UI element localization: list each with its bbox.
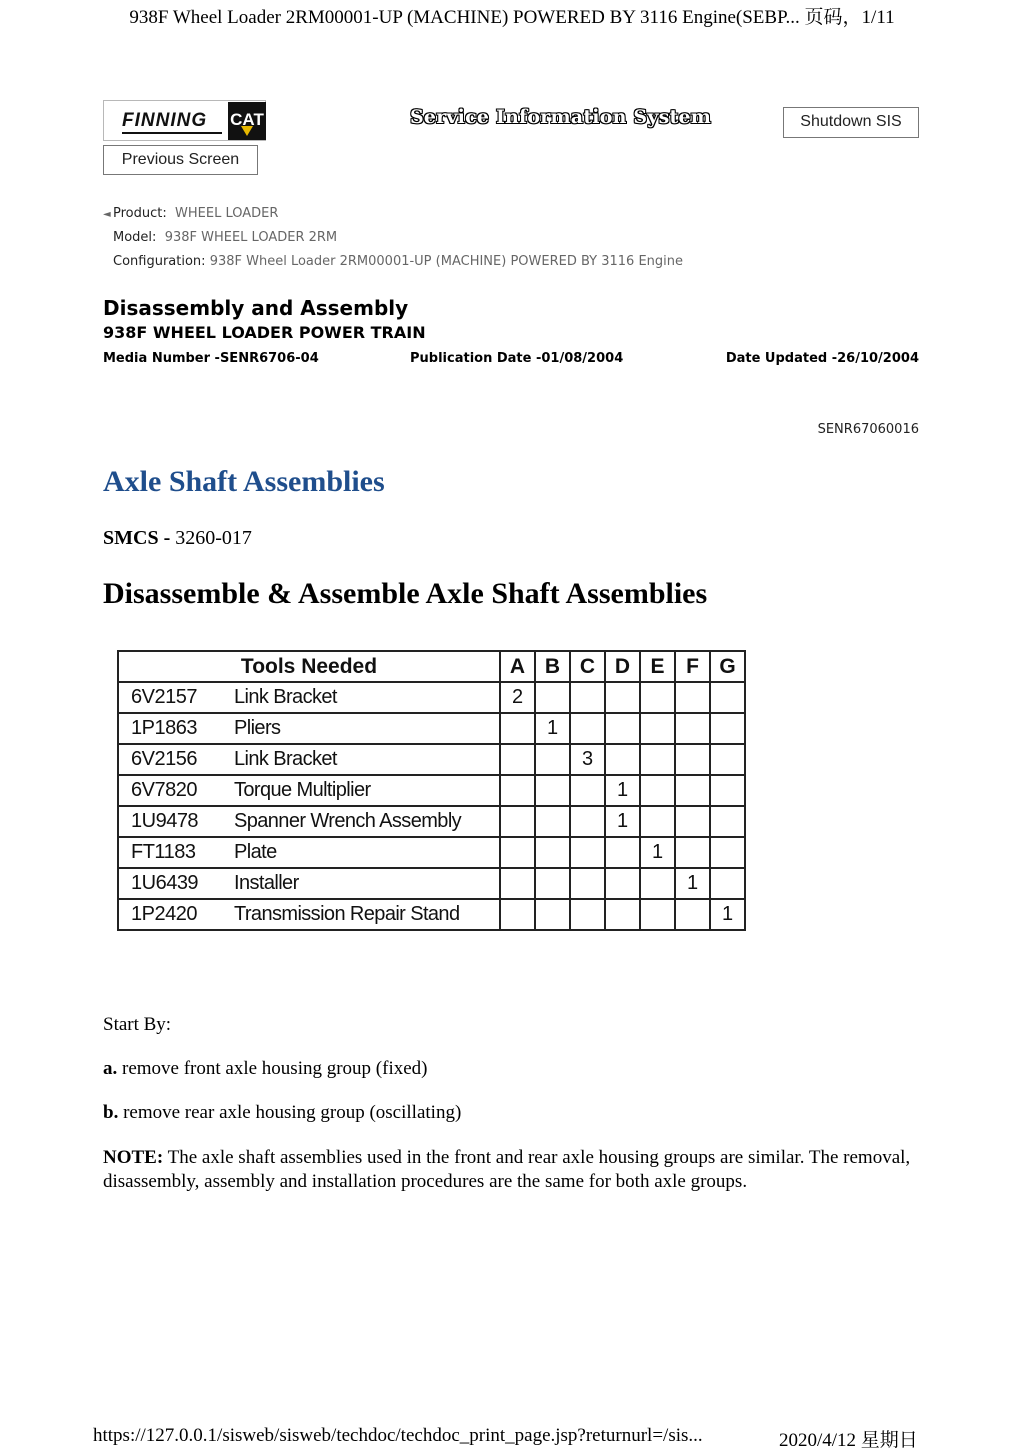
tool-qty-d (605, 682, 640, 713)
tool-qty-f (675, 682, 710, 713)
tool-qty-b (535, 868, 570, 899)
tool-qty-g: 1 (710, 899, 745, 930)
tool-part-number: 1P2420 (118, 899, 228, 930)
tool-qty-g (710, 868, 745, 899)
tool-qty-d: 1 (605, 775, 640, 806)
tool-qty-d (605, 713, 640, 744)
tool-qty-e (640, 775, 675, 806)
tool-qty-g (710, 837, 745, 868)
column-header-g: G (710, 651, 745, 682)
tool-part-number: FT1183 (118, 837, 228, 868)
table-row (118, 744, 745, 775)
tool-qty-b (535, 899, 570, 930)
product-value: WHEEL LOADER (175, 206, 279, 221)
column-header-c: C (570, 651, 605, 682)
print-header-title: 938F Wheel Loader 2RM00001-UP (MACHINE) POWERED BY 3116 Engine(SEBP... 页码，1/11 (129, 7, 895, 28)
tool-qty-e: 1 (640, 837, 675, 868)
note-block (103, 1146, 923, 1194)
tool-qty-d (605, 868, 640, 899)
tool-name: Transmission Repair Stand (228, 899, 500, 930)
tool-qty-e (640, 806, 675, 837)
tool-qty-f (675, 775, 710, 806)
tool-part-number: 6V7820 (118, 775, 228, 806)
step-a-text: remove front axle housing group (fixed) (122, 1058, 428, 1079)
tool-qty-f: 1 (675, 868, 710, 899)
tool-qty-g (710, 713, 745, 744)
tool-qty-d (605, 837, 640, 868)
tool-part-number: 6V2156 (118, 744, 228, 775)
tool-part-number: 1U6439 (118, 868, 228, 899)
configuration-info-line (113, 254, 683, 269)
page-heading: Axle Shaft Assemblies (103, 465, 385, 498)
start-by-label: Start By: (103, 1014, 172, 1035)
table-row (118, 806, 745, 837)
tool-qty-a (500, 868, 535, 899)
step-b-text: remove rear axle housing group (oscillating) (123, 1102, 462, 1123)
tools-table-header-row (118, 651, 745, 682)
tool-qty-b (535, 775, 570, 806)
tool-name: Link Bracket (228, 744, 500, 775)
print-footer-date: 2020/4/12 星期日 (779, 1430, 918, 1451)
publication-date: Publication Date -01/08/2004 (410, 351, 624, 366)
model-info-line (113, 230, 337, 245)
tool-part-number: 1U9478 (118, 806, 228, 837)
tool-qty-a (500, 837, 535, 868)
tool-qty-g (710, 775, 745, 806)
tool-qty-g (710, 682, 745, 713)
smcs-line (103, 527, 252, 550)
model-label: Model: (113, 230, 157, 245)
table-row (118, 899, 745, 930)
shutdown-sis-button[interactable]: Shutdown SIS (783, 107, 919, 138)
section-heading: Disassemble & Assemble Axle Shaft Assemblies (103, 577, 708, 610)
tool-name: Pliers (228, 713, 500, 744)
tool-qty-b: 1 (535, 713, 570, 744)
tool-part-number: 6V2157 (118, 682, 228, 713)
column-header-f: F (675, 651, 710, 682)
previous-screen-button[interactable]: Previous Screen (103, 145, 258, 175)
finning-cat-logo (103, 100, 266, 141)
tool-qty-a (500, 713, 535, 744)
sis-title: Service Information System (410, 106, 712, 128)
column-header-d: D (605, 651, 640, 682)
tool-qty-c (570, 775, 605, 806)
tool-qty-c (570, 899, 605, 930)
step-b (103, 1102, 461, 1124)
tool-qty-c (570, 837, 605, 868)
step-b-label: b. (103, 1102, 119, 1123)
column-header-b: B (535, 651, 570, 682)
document-subtitle: 938F WHEEL LOADER POWER TRAIN (103, 323, 426, 342)
table-row (118, 837, 745, 868)
note-text: The axle shaft assemblies used in the front and rear axle housing groups are similar. The removal, disassembly, assembly and installation procedures are the same for both axle groups. (103, 1147, 911, 1192)
document-id: SENR67060016 (817, 422, 919, 437)
tool-qty-e (640, 744, 675, 775)
tool-qty-f (675, 899, 710, 930)
tool-qty-f (675, 713, 710, 744)
tool-qty-c (570, 713, 605, 744)
date-updated: Date Updated -26/10/2004 (725, 351, 919, 366)
tool-qty-d (605, 899, 640, 930)
tool-name: Plate (228, 837, 500, 868)
tool-qty-f (675, 837, 710, 868)
smcs-label: SMCS - (103, 527, 171, 549)
tool-name: Installer (228, 868, 500, 899)
finning-wordmark: FINNING (122, 110, 208, 131)
tool-qty-e (640, 682, 675, 713)
tool-name: Torque Multiplier (228, 775, 500, 806)
smcs-value: 3260-017 (175, 527, 252, 549)
tool-qty-f (675, 744, 710, 775)
tool-qty-e (640, 868, 675, 899)
cat-logo-icon (228, 102, 266, 140)
tool-name: Spanner Wrench Assembly (228, 806, 500, 837)
step-a (103, 1058, 428, 1080)
tool-qty-f (675, 806, 710, 837)
table-row (118, 713, 745, 744)
tool-qty-a (500, 899, 535, 930)
tool-name: Link Bracket (228, 682, 500, 713)
print-footer-url: https://127.0.0.1/sisweb/sisweb/techdoc/techdoc_print_page.jsp?returnurl=/sis... (93, 1425, 703, 1446)
table-row (118, 682, 745, 713)
table-row (118, 868, 745, 899)
column-header-e: E (640, 651, 675, 682)
cat-triangle-icon (241, 126, 253, 136)
step-a-label: a. (103, 1058, 118, 1079)
document-title: Disassembly and Assembly (103, 296, 409, 320)
tool-qty-c (570, 868, 605, 899)
tool-qty-c: 3 (570, 744, 605, 775)
product-info-line (103, 206, 278, 221)
tool-qty-b (535, 682, 570, 713)
tool-qty-a (500, 775, 535, 806)
tool-qty-d: 1 (605, 806, 640, 837)
configuration-label: Configuration: (113, 254, 206, 269)
configuration-value: 938F Wheel Loader 2RM00001-UP (MACHINE) POWERED BY 3116 Engine (209, 254, 684, 269)
tool-qty-b (535, 744, 570, 775)
tool-qty-a (500, 744, 535, 775)
tools-needed-header: Tools Needed (118, 651, 500, 682)
tool-qty-b (535, 837, 570, 868)
tool-qty-b (535, 806, 570, 837)
note-label: NOTE: (103, 1147, 164, 1168)
tools-needed-table (117, 650, 746, 931)
tool-qty-g (710, 806, 745, 837)
column-header-a: A (500, 651, 535, 682)
product-label: Product: (113, 206, 167, 221)
media-number: Media Number -SENR6706-04 (103, 351, 319, 366)
tool-qty-g (710, 744, 745, 775)
tool-part-number: 1P1863 (118, 713, 228, 744)
tool-qty-e (640, 713, 675, 744)
model-value: 938F WHEEL LOADER 2RM (164, 230, 338, 245)
tool-qty-c (570, 806, 605, 837)
tool-qty-d (605, 744, 640, 775)
tool-qty-c (570, 682, 605, 713)
tool-qty-a (500, 806, 535, 837)
product-arrow-icon: ◄ (103, 209, 111, 220)
tool-qty-a: 2 (500, 682, 535, 713)
table-row (118, 775, 745, 806)
finning-underline (122, 132, 222, 134)
cat-wordmark: CAT (230, 110, 264, 129)
tool-qty-e (640, 899, 675, 930)
